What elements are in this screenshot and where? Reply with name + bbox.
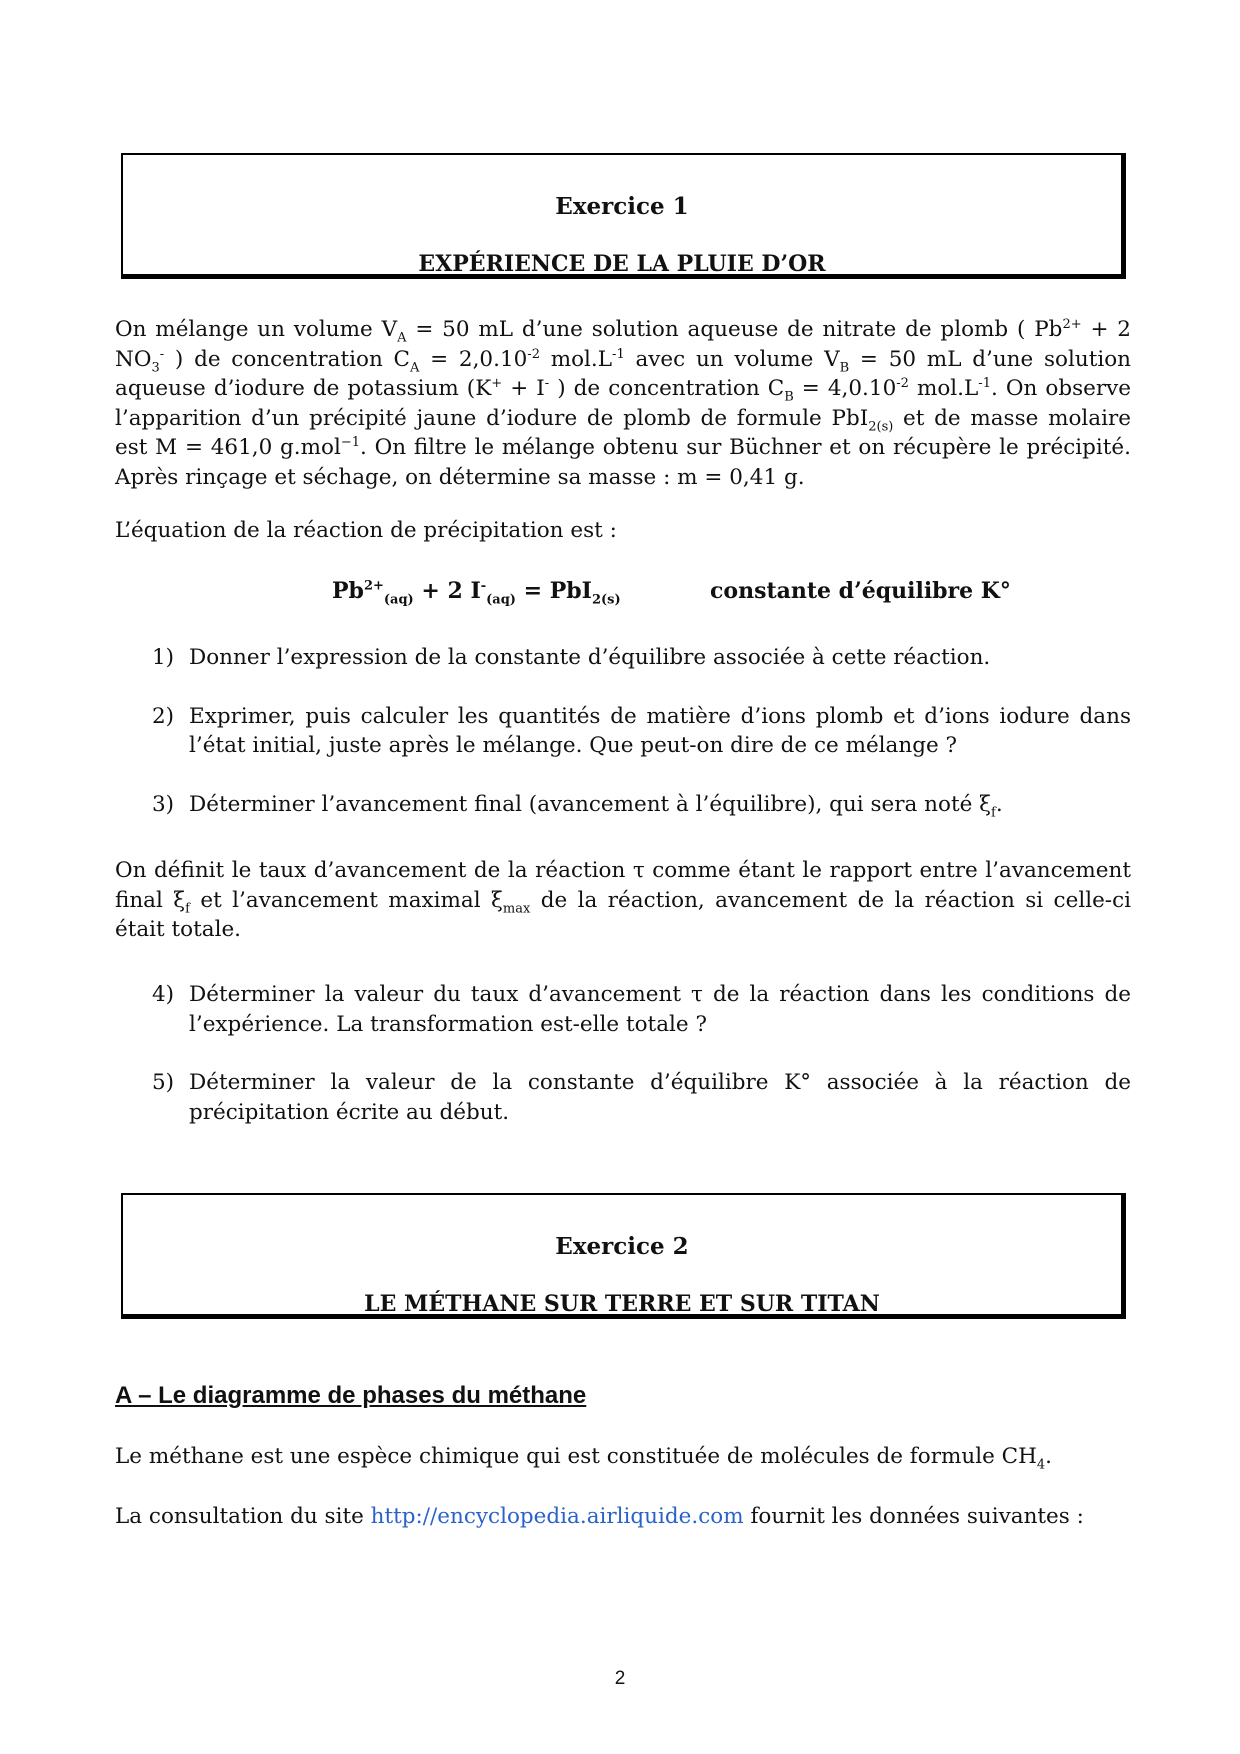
definition-paragraph: On définit le taux d’avancement de la réaction τ comme étant le rapport entre l’avancement final $\xi_f$ et l’avancement maximal $\xi_{max}$ de la réaction, avancement de la réaction si celle-ci était totale. [115,858,1131,942]
list-item: 1) Donner l’expression de la constante d’équilibre associée à cette réaction. [152,645,991,670]
equilibrium-constant-label: constante d’équilibre K° [710,578,1011,604]
list-item: 5) Déterminer la valeur de la constante d’équilibre K° associée à la réaction de précipitation écrite au début. [152,1070,1131,1125]
reaction-equation: $Pb^{2+}_{(aq)} + 2$ $I^-_{(aq)} = PbI_{2(s)}$ [332,578,621,608]
equation-intro: L’équation de la réaction de précipitation est : [115,518,617,543]
questions-list-1 [115,643,1131,827]
exercise1-intro-paragraph: On mélange un volume $V_A = 50$ mL d’une solution aqueuse de nitrate de plomb ( $Pb^{2+} + 2$ $NO_3^-$ ) de concentration $C_A = 2,0.10^{-2}$ $mol.L^{-1}$ avec un volume $V_B = 50$ mL d’une solution aqueuse d’iodure de potassium (K+ + I- ) de concentration $C_B = 4,0.10^{-2}$ $mol.L^{-1}$. On observe l’apparition d’un précipité jaune d’iodure de plomb de formule PbI$_{2(s)}$ et de masse molaire est M = 461,0 g.mol$^{-1}$. On filtre le mélange obtenu sur Büchner et on récupère le précipité. Après rinçage et séchage, on détermine sa masse : m = 0,41 g. [115,316,1131,490]
exercise1-title: Exercice 1 [555,193,689,220]
section-a-heading: A – Le diagramme de phases du méthane [115,1382,587,1409]
exercise2-title: Exercice 2 [555,1233,689,1260]
exercise1-subtitle: EXPÉRIENCE DE LA PLUIE D’OR [418,251,826,277]
questions-list-2 [115,980,1131,1127]
exercise1-header-box [121,153,1126,279]
list-item: 2) Exprimer, puis calculer les quantités de matière d’ions plomb et d’ions iodure dans l’état initial, juste après le mélange. Que peut-on dire de ce mélange ? [152,703,1131,758]
methane-paragraph: Le méthane est une espèce chimique qui est constituée de molécules de formule $CH_4$. [115,1444,1052,1473]
list-item: 3) Déterminer l’avancement final (avancement à l’équilibre), qui sera noté $\xi_f$. [152,791,1003,820]
site-paragraph: La consultation du site http://encyclopedia.airliquide.com fournit les données suivantes : [115,1504,1084,1529]
page-number: 2 [614,1668,626,1689]
exercise2-header-box [121,1193,1126,1319]
exercise2-subtitle: LE MÉTHANE SUR TERRE ET SUR TITAN [364,1291,880,1317]
list-item: 4) Déterminer la valeur du taux d’avancement τ de la réaction dans les conditions de l’expérience. La transformation est-elle totale ? [152,982,1131,1037]
encyclopedia-link[interactable]: http://encyclopedia.airliquide.com [370,1504,744,1529]
